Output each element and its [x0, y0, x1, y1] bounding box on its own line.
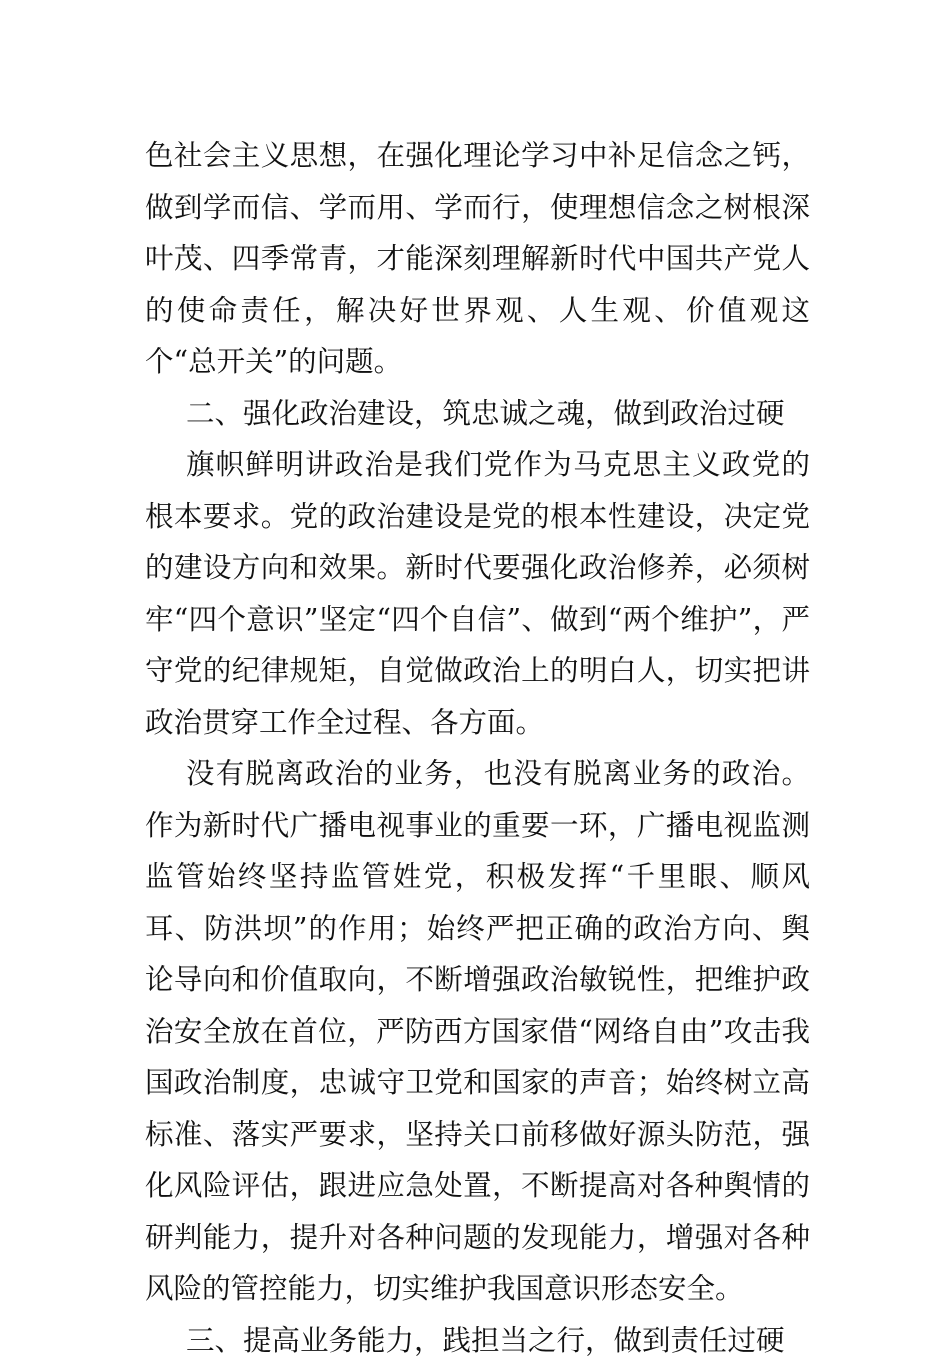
- body-paragraph: 旗帜鲜明讲政治是我们党作为马克思主义政党的根本要求。党的政治建设是党的根本性建设，决定党的建设方向和效果。新时代要强化政治修养，必须树牢“四个意识”坚定“四个自信”、做到“两个维护”，严守党的纪律规矩，自觉做政治上的明白人，切实把讲政治贯穿工作全过程、各方面。: [145, 439, 810, 748]
- section-heading: 三、提高业务能力，践担当之行，做到责任过硬: [145, 1315, 810, 1366]
- body-paragraph: 色社会主义思想，在强化理论学习中补足信念之钙，做到学而信、学而用、学而行，使理想信念之树根深叶茂、四季常青，才能深刻理解新时代中国共产党人的使命责任，解决好世界观、人生观、价值观这个“总开关”的问题。: [145, 130, 810, 388]
- document-body: [145, 130, 810, 1366]
- section-heading: 二、强化政治建设，筑忠诚之魂，做到政治过硬: [145, 388, 810, 440]
- body-paragraph: 没有脱离政治的业务，也没有脱离业务的政治。作为新时代广播电视事业的重要一环，广播电视监测监管始终坚持监管姓党，积极发挥“千里眼、顺风耳、防洪坝”的作用；始终严把正确的政治方向、舆论导向和价值取向，不断增强政治敏锐性，把维护政治安全放在首位，严防西方国家借“网络自由”攻击我国政治制度，忠诚守卫党和国家的声音；始终树立高标准、落实严要求，坚持关口前移做好源头防范，强化风险评估，跟进应急处置，不断提高对各种舆情的研判能力，提升对各种问题的发现能力，增强对各种风险的管控能力，切实维护我国意识形态安全。: [145, 748, 810, 1315]
